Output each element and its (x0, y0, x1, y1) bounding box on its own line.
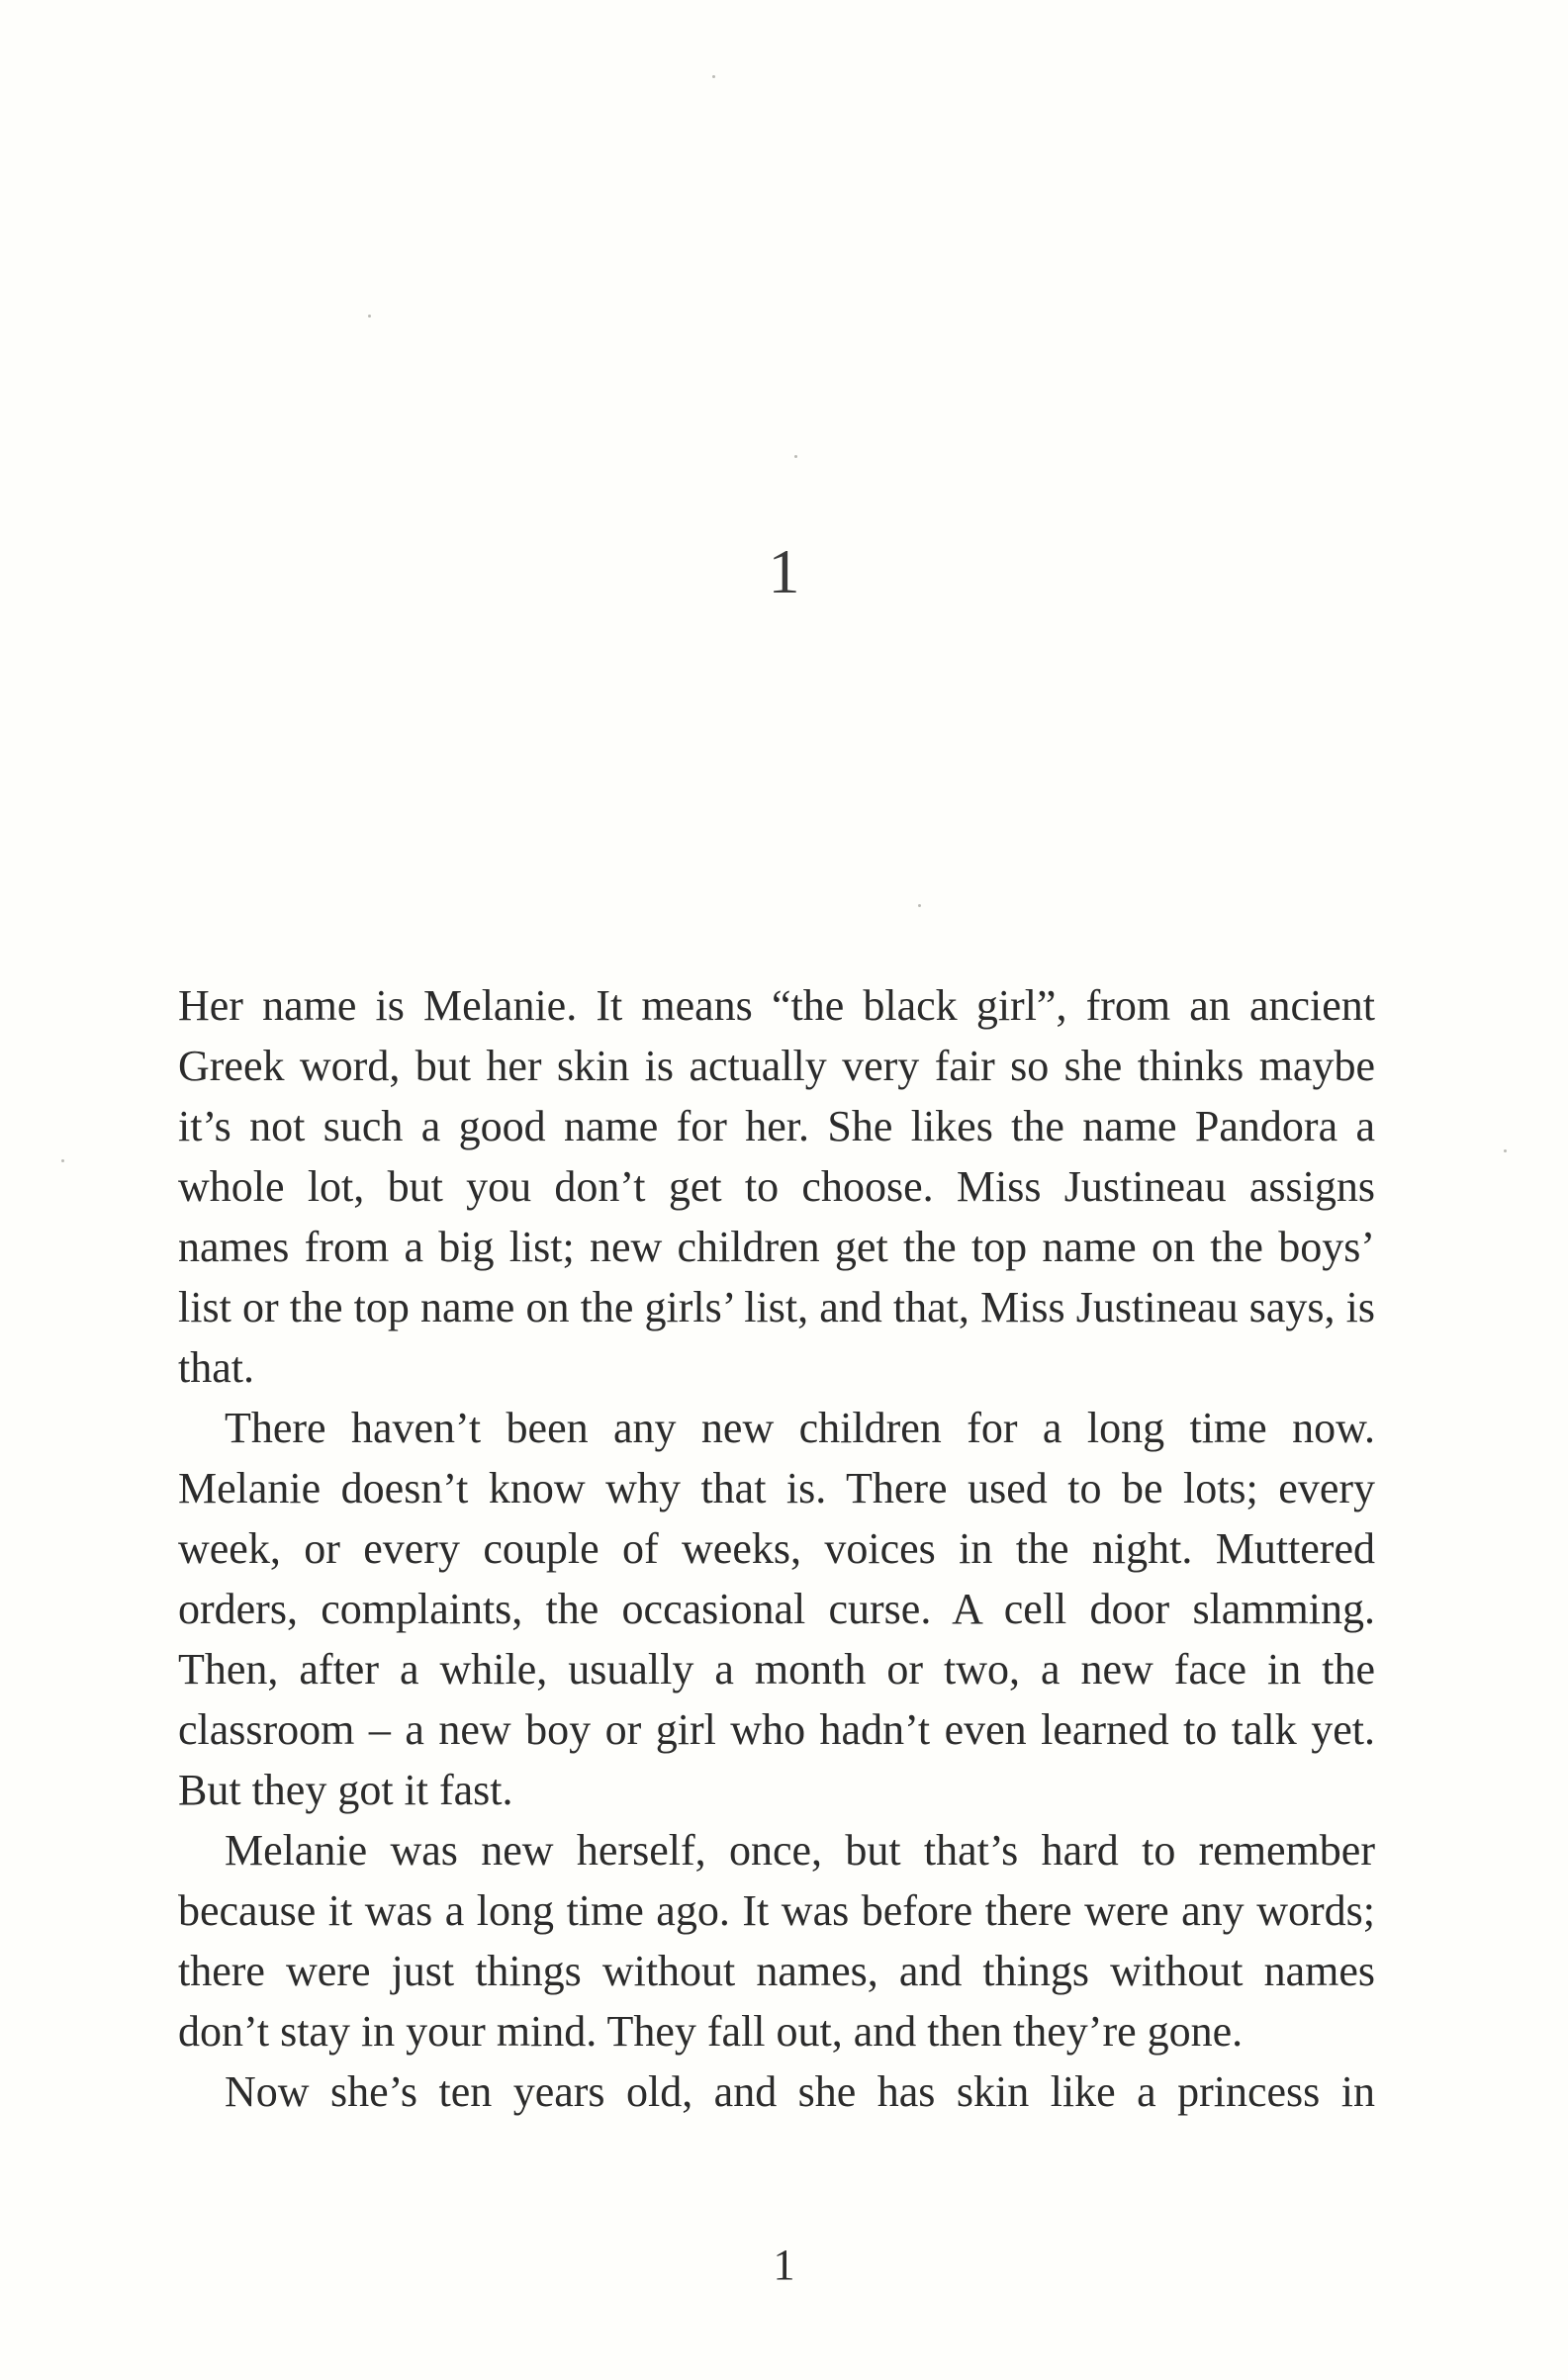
chapter-body (178, 975, 1375, 2122)
paper-speck (61, 1159, 64, 1162)
chapter-number: 1 (768, 536, 800, 606)
page-number: 1 (773, 2241, 795, 2289)
paper-speck (712, 75, 715, 78)
paragraph: Her name is Melanie. It means “the black girl”, from an ancient Greek word, but her skin is actually very fair so she thinks maybe it’s not such a good name for her. She likes the name Pandora a whole lot, but you don’t get to choose. Miss Justineau assigns names from a big list; new children get the top name on the boys’ list or the top name on the girls’ list, and that, Miss Justineau says, is that. (178, 981, 1375, 1392)
paragraph: There haven’t been any new children for a long time now. Melanie doesn’t know why that is. There used to be lots; every week, or every couple of weeks, voices in the night. Muttered orders, complaints, the occasional curse. A cell door slamming. Then, after a while, usually a month or two, a new face in the classroom – a new boy or girl who hadn’t even learned to talk yet. But they got it fast. (178, 1404, 1375, 1814)
paper-speck (794, 455, 797, 458)
paper-speck (368, 315, 371, 318)
paragraph: Now she’s ten years old, and she has skin like a princess in (225, 2067, 1375, 2116)
paper-speck (1504, 1149, 1507, 1152)
paragraph: Melanie was new herself, once, but that’s hard to remember because it was a long time ago. It was before there were any words; there were just things without names, and things without names don’t stay in your mind. They fall out, and then they’re gone. (178, 1826, 1375, 2056)
paper-speck (918, 904, 921, 907)
